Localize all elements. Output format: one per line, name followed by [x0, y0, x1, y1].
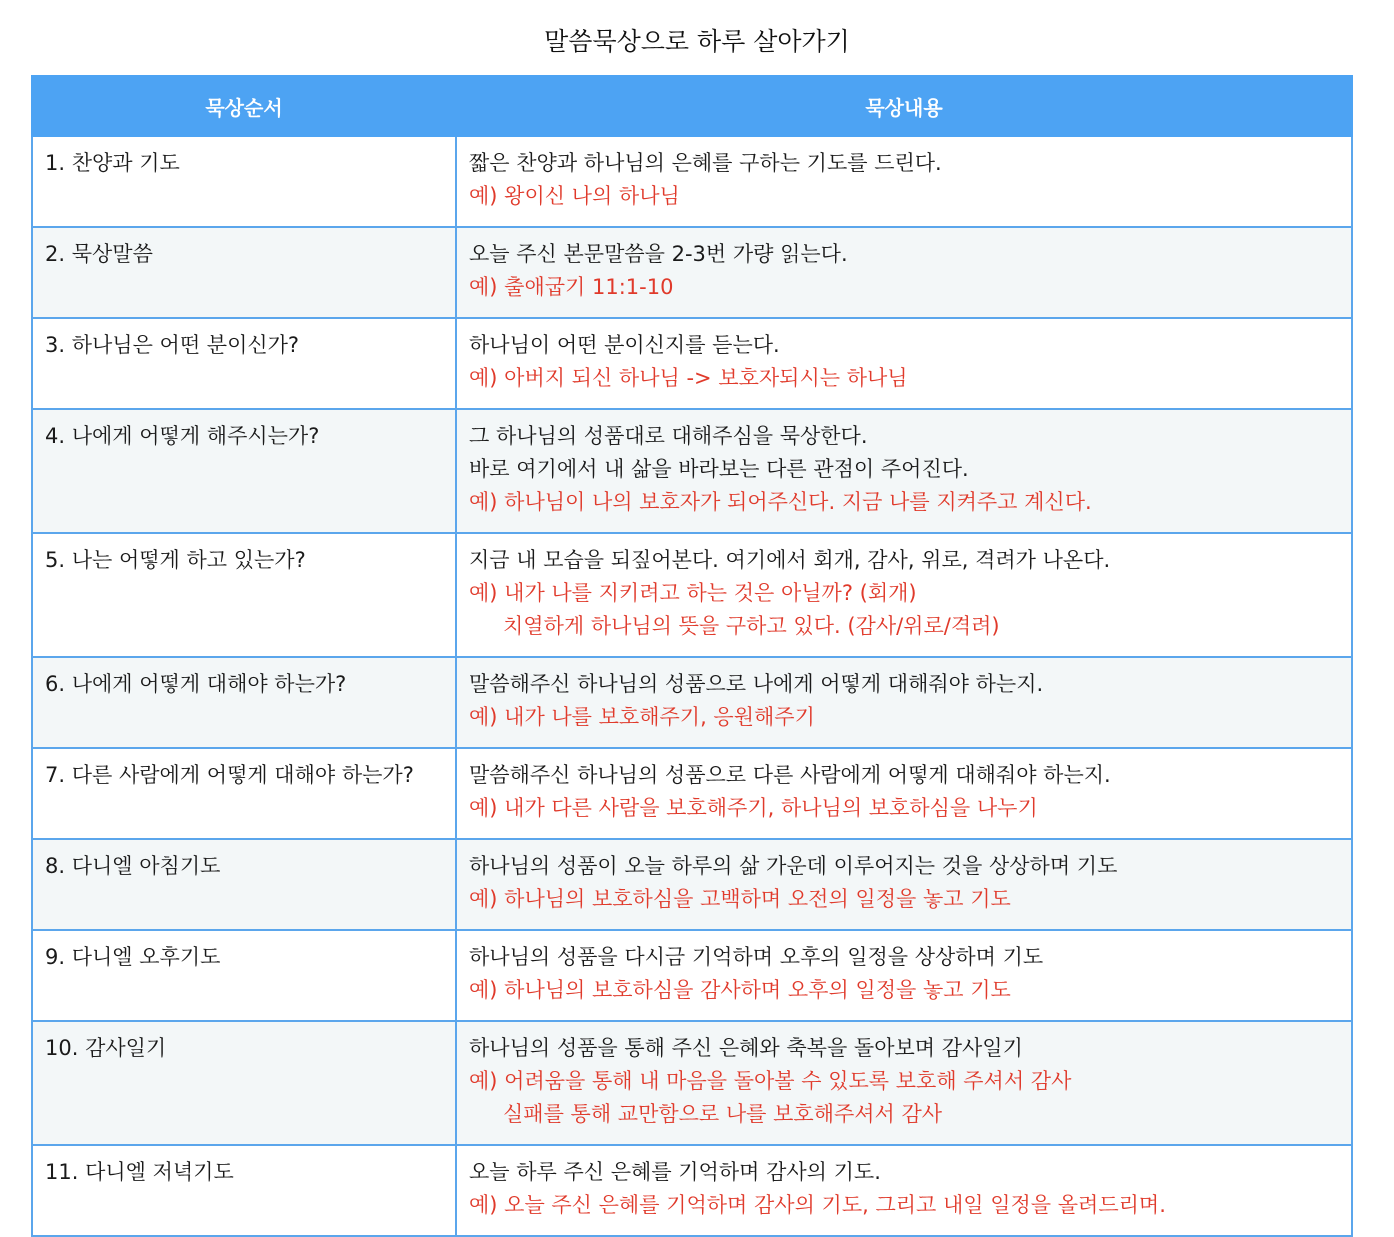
table-row [32, 318, 1352, 409]
step-label: 2. 묵상말씀 [45, 242, 153, 266]
content-text: 하나님의 성품이 오늘 하루의 삶 가운데 이루어지는 것을 상상하며 기도 [469, 854, 1118, 878]
content-cell [456, 1021, 1352, 1145]
content-text: 하나님의 성품을 다시금 기억하며 오후의 일정을 상상하며 기도 [469, 945, 1044, 969]
step-label: 6. 나에게 어떻게 대해야 하는가? [45, 672, 347, 696]
example-text: 예) 오늘 주신 은혜를 기억하며 감사의 기도, 그리고 내일 일정을 올려드리며. [469, 1193, 1166, 1217]
content-text: 하나님이 어떤 분이신지를 듣는다. [469, 333, 780, 357]
table-row [32, 136, 1352, 227]
example-text: 예) 내가 나를 지키려고 하는 것은 아닐까? (회개) [469, 581, 917, 605]
table-header-row [32, 76, 1352, 136]
content-cell [456, 839, 1352, 930]
example-text: 예) 하나님이 나의 보호자가 되어주신다. 지금 나를 지켜주고 계신다. [469, 490, 1092, 514]
content-cell [456, 533, 1352, 657]
example-text: 실패를 통해 교만함으로 나를 보호해주셔서 감사 [503, 1102, 943, 1126]
table-row [32, 1145, 1352, 1236]
table-body [32, 136, 1352, 1236]
example-text: 예) 아버지 되신 하나님 -> 보호자되시는 하나님 [469, 366, 908, 390]
example-text: 예) 하나님의 보호하심을 감사하며 오후의 일정을 놓고 기도 [469, 978, 1011, 1002]
step-cell [32, 930, 456, 1021]
content-text: 그 하나님의 성품대로 대해주심을 묵상한다. [469, 424, 868, 448]
content-cell [456, 930, 1352, 1021]
example-text: 예) 내가 나를 보호해주기, 응원해주기 [469, 705, 815, 729]
table-row [32, 227, 1352, 318]
content-text: 지금 내 모습을 되짚어본다. 여기에서 회개, 감사, 위로, 격려가 나온다. [469, 548, 1111, 572]
step-label: 10. 감사일기 [45, 1036, 167, 1060]
meditation-table [31, 75, 1353, 1237]
content-cell [456, 136, 1352, 227]
table-row [32, 533, 1352, 657]
table-row [32, 839, 1352, 930]
step-cell [32, 227, 456, 318]
content-text: 짧은 찬양과 하나님의 은혜를 구하는 기도를 드린다. [469, 151, 942, 175]
step-cell [32, 748, 456, 839]
step-label: 9. 다니엘 오후기도 [45, 945, 221, 969]
step-cell [32, 318, 456, 409]
step-cell [32, 839, 456, 930]
step-label: 8. 다니엘 아침기도 [45, 854, 221, 878]
content-cell [456, 227, 1352, 318]
step-label: 1. 찬양과 기도 [45, 151, 180, 175]
table-row [32, 1021, 1352, 1145]
table-row [32, 930, 1352, 1021]
content-text: 말씀해주신 하나님의 성품으로 나에게 어떻게 대해줘야 하는지. [469, 672, 1044, 696]
content-text: 오늘 하루 주신 은혜를 기억하며 감사의 기도. [469, 1160, 881, 1184]
content-cell [456, 318, 1352, 409]
example-text: 예) 왕이신 나의 하나님 [469, 184, 680, 208]
step-label: 4. 나에게 어떻게 해주시는가? [45, 424, 320, 448]
column-header-step: 묵상순서 [32, 76, 456, 136]
content-cell [456, 748, 1352, 839]
step-cell [32, 1145, 456, 1236]
example-text: 예) 출애굽기 11:1-10 [469, 275, 674, 299]
step-label: 5. 나는 어떻게 하고 있는가? [45, 548, 306, 572]
step-cell [32, 409, 456, 533]
step-label: 11. 다니엘 저녁기도 [45, 1160, 234, 1184]
step-cell [32, 136, 456, 227]
table-row [32, 657, 1352, 748]
content-cell [456, 409, 1352, 533]
table-row [32, 748, 1352, 839]
content-cell [456, 1145, 1352, 1236]
step-label: 3. 하나님은 어떤 분이신가? [45, 333, 300, 357]
column-header-content: 묵상내용 [456, 76, 1352, 136]
content-text: 말씀해주신 하나님의 성품으로 다른 사람에게 어떻게 대해줘야 하는지. [469, 763, 1111, 787]
example-text: 예) 하나님의 보호하심을 고백하며 오전의 일정을 놓고 기도 [469, 887, 1011, 911]
page-title: 말씀묵상으로 하루 살아가기 [544, 27, 850, 56]
content-text: 하나님의 성품을 통해 주신 은혜와 축복을 돌아보며 감사일기 [469, 1036, 1023, 1060]
table-row [32, 409, 1352, 533]
content-text: 오늘 주신 본문말씀을 2-3번 가량 읽는다. [469, 242, 848, 266]
step-cell [32, 1021, 456, 1145]
step-label: 7. 다른 사람에게 어떻게 대해야 하는가? [45, 763, 414, 787]
example-text: 예) 어려움을 통해 내 마음을 돌아볼 수 있도록 보호해 주셔서 감사 [469, 1069, 1072, 1093]
step-cell [32, 657, 456, 748]
example-text: 치열하게 하나님의 뜻을 구하고 있다. (감사/위로/격려) [503, 614, 1000, 638]
step-cell [32, 533, 456, 657]
example-text: 예) 내가 다른 사람을 보호해주기, 하나님의 보호하심을 나누기 [469, 796, 1038, 820]
content-text: 바로 여기에서 내 삶을 바라보는 다른 관점이 주어진다. [469, 457, 969, 481]
content-cell [456, 657, 1352, 748]
